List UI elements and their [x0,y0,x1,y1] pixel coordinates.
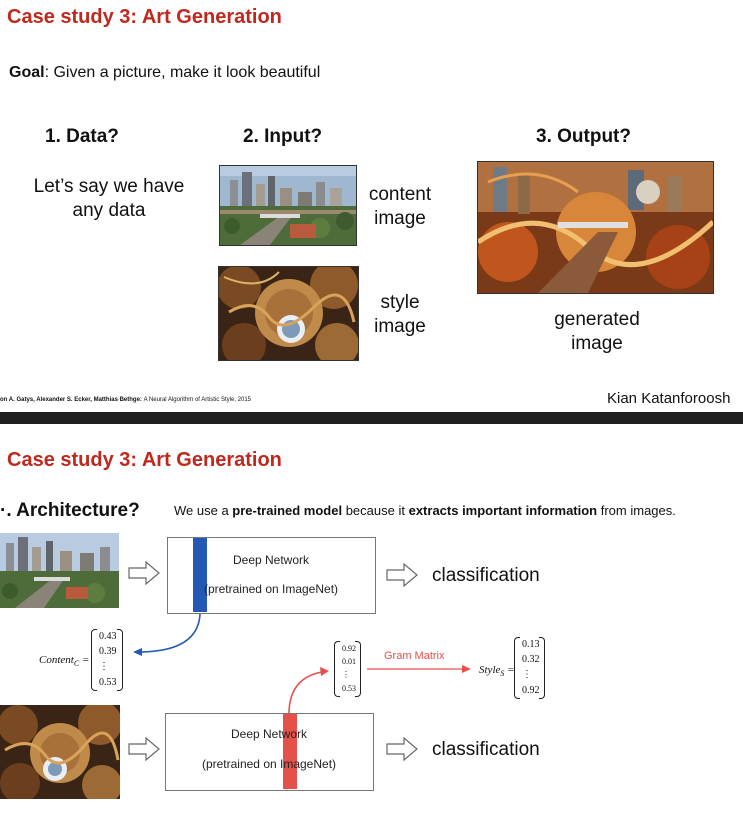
desc-text-1: We use a [174,503,233,518]
right-arrow-icon [128,736,160,762]
content-extraction-arrow [128,612,208,662]
gram-value: 0.53 [342,684,356,693]
content-value: 0.39 [99,646,117,657]
right-arrow-icon [386,562,418,588]
content-subscript: C [73,659,80,669]
goal-label: Goal [9,64,45,81]
content-value: ⋮ [99,661,109,672]
style-vector [514,637,545,699]
input-heading: 2. Input? [243,126,323,147]
content-name: Content [39,654,74,666]
gram-matrix-label: Gram Matrix [384,650,445,662]
style-extraction-arrow [284,664,334,716]
deep-network-box-bottom [165,713,374,791]
right-arrow-icon [128,560,160,586]
slide-1 [0,0,743,412]
desc-bold-1: pre-trained model [232,503,343,518]
style-subscript: S [500,669,505,679]
generated-image-label: generated image [554,309,640,354]
content-image-label: content image [368,184,432,229]
gram-value: 0.92 [342,644,356,653]
deep-network-title-top: Deep Network [232,553,310,567]
content-image [219,165,357,246]
citation-title: A Neural Algorithm of Artistic Style, 2015 [143,397,251,403]
content-value: 0.53 [99,677,117,688]
gram-matrix-arrow [366,663,472,675]
style-image-label: style image [374,292,426,337]
style-image-thumbnail [0,705,120,799]
architecture-description [174,503,676,518]
classification-output-bottom: classification [432,739,540,760]
content-value: 0.43 [99,631,117,642]
content-image-thumbnail [0,533,119,608]
desc-text-3: from images. [597,503,676,518]
content-vector [91,629,123,691]
style-layer-highlight [283,714,297,789]
classification-output-top: classification [432,565,540,586]
slide-title: Case study 3: Art Generation [7,6,282,28]
deep-network-subtitle-top: (pretrained on ImageNet) [203,582,339,596]
output-heading: 3. Output? [536,126,631,147]
slide-2 [0,424,743,828]
desc-bold-2: extracts important information [408,503,598,518]
data-text: Let’s say we have any data [33,176,185,221]
style-value: ⋮ [522,669,532,680]
deep-network-title-bottom: Deep Network [230,727,308,741]
citation [0,397,251,403]
author-name: Kian Katanforoosh [607,390,731,407]
goal-line [9,64,320,82]
goal-text: : Given a picture, make it look beautiful [44,64,321,81]
style-image [218,266,359,361]
gram-value: ⋮ [342,670,350,679]
gram-vector [334,641,361,697]
slide-divider [0,412,743,424]
style-value: 0.13 [522,639,540,650]
gram-value: 0.01 [342,657,356,666]
style-label: Style$_S$ = [479,664,515,679]
style-value: 0.32 [522,654,540,665]
deep-network-subtitle-bottom: (pretrained on ImageNet) [201,757,337,771]
style-name: Style [479,664,501,676]
data-heading: 1. Data? [45,126,119,147]
slide-title: Case study 3: Art Generation [7,449,282,471]
architecture-heading: ·. Architecture? [0,500,140,521]
content-label: Content$_C$ = [39,654,90,669]
style-value: 0.92 [522,685,540,696]
right-arrow-icon [386,736,418,762]
content-layer-highlight [193,538,207,612]
generated-image [477,161,714,294]
desc-text-2: because it [342,503,409,518]
citation-authors: on A. Gatys, Alexander S. Ecker, Matthias Bethge: [0,397,144,403]
